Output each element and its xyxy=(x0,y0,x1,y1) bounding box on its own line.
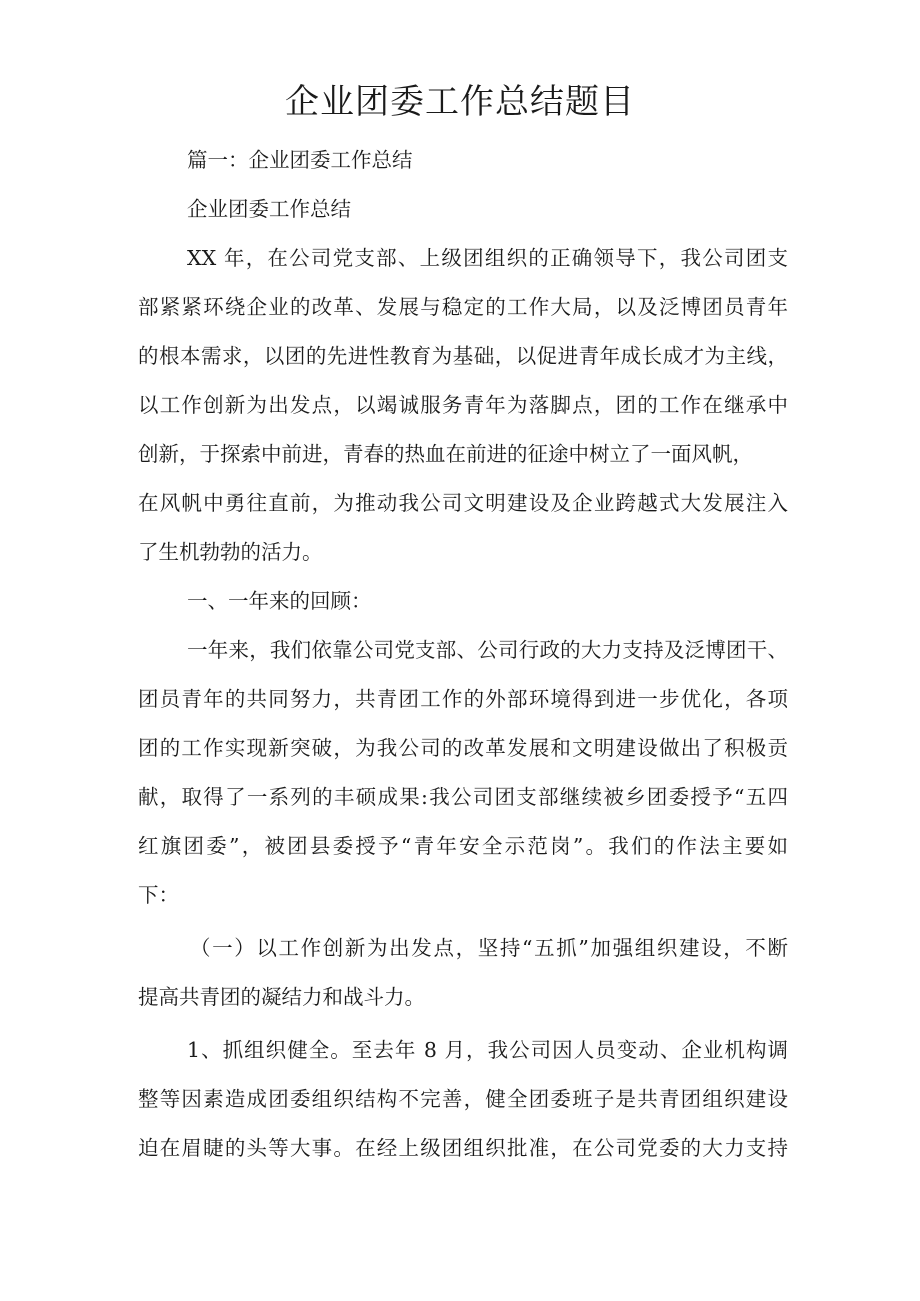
paragraph-line: 提高共青团的凝结力和战斗力。 xyxy=(138,985,425,1009)
paragraph-line: 1、抓组织健全。至去年 8 月，我公司因人员变动、企业机构调 xyxy=(187,1038,788,1062)
paragraph-line: 整等因素造成团委组织结构不完善，健全团委班子是共青团组织建设 xyxy=(138,1087,788,1111)
paragraph-line: 的根本需求，以团的先进性教育为基础，以促进青年成长成才为主线， xyxy=(138,344,788,368)
paragraph-line: 部紧紧环绕企业的改革、发展与稳定的工作大局，以及泛博团员青年 xyxy=(138,295,788,319)
document-body xyxy=(138,138,788,1163)
paragraph-line: 了生机勃勃的活力。 xyxy=(138,540,323,564)
paragraph-line: 创新，于探索中前进，青春的热血在前进的征途中树立了一面风帆， xyxy=(138,442,753,466)
section-heading: 一、一年来的回顾： xyxy=(187,589,372,613)
paragraph-line: 献，取得了一系列的丰硕成果:我公司团支部继续被乡团委授予“五四 xyxy=(138,785,788,809)
paragraph-line: 团的工作实现新突破，为我公司的改革发展和文明建设做出了积极贡 xyxy=(138,736,788,760)
paragraph-line: 团员青年的共同努力，共青团工作的外部环境得到进一步优化，各项 xyxy=(138,687,788,711)
paragraph-line: 下： xyxy=(138,883,179,907)
paragraph-line: 红旗团委”，被团县委授予“青年安全示范岗”。我们的作法主要如 xyxy=(138,834,788,858)
paragraph-line: 在风帆中勇往直前，为推动我公司文明建设及企业跨越式大发展注入 xyxy=(138,491,788,515)
paragraph-line: （一）以工作创新为出发点，坚持“五抓”加强组织建设，不断 xyxy=(190,936,788,960)
paragraph-line: 一年来，我们依靠公司党支部、公司行政的大力支持及泛博团干、 xyxy=(187,638,788,662)
document-title: 企业团委工作总结题目 xyxy=(285,82,635,122)
paragraph-line: XX 年，在公司党支部、上级团组织的正确领导下，我公司团支 xyxy=(187,246,788,270)
paragraph-line: 以工作创新为出发点，以竭诚服务青年为落脚点，团的工作在继承中 xyxy=(138,393,788,417)
subtitle-line: 篇一：企业团委工作总结 xyxy=(187,148,413,172)
section-heading: 企业团委工作总结 xyxy=(187,197,351,221)
paragraph-line: 迫在眉睫的头等大事。在经上级团组织批准，在公司党委的大力支持 xyxy=(138,1136,788,1160)
